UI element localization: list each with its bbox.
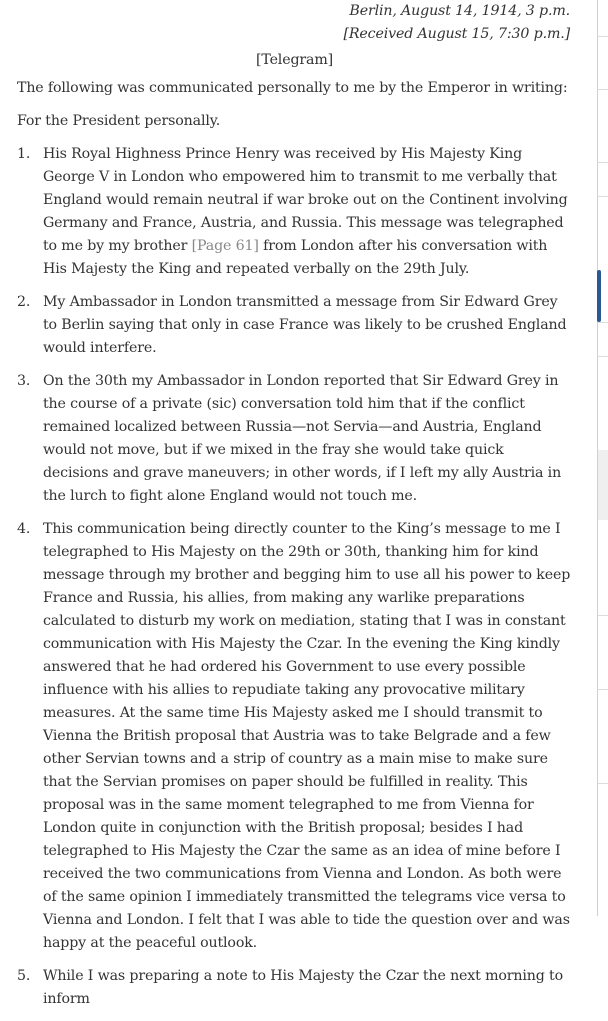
list-number: 3.: [17, 373, 31, 389]
rail-tick: [598, 162, 608, 163]
rail-tick: [598, 689, 608, 690]
list-item: [17, 518, 572, 955]
list-item: [17, 370, 572, 508]
list-number: 5.: [17, 968, 31, 984]
rail-tick: [598, 196, 608, 197]
document-body: [17, 0, 572, 1021]
list-text: His Royal Highness Prince Henry was received by His Majesty King George V in London who empowered him to transmit to me verbally that England would remain neutral if war broke out on the Continent involving Germany and France, Austria, and Russia. This message was telegraphed to me by my brother: [43, 146, 568, 254]
rail-tick: [598, 615, 608, 616]
list-item: [17, 291, 572, 360]
list-text: While I was preparing a note to His Majesty the Czar the next morning to inform: [43, 968, 563, 1007]
intro-paragraph: For the President personally.: [17, 113, 221, 129]
rail-section-highlight: [598, 450, 608, 520]
page-reference[interactable]: [Page 61]: [191, 238, 259, 254]
list-item: [17, 143, 572, 281]
list-text: from London after his conversation with His Majesty the King and repeated verbally on the 29th July.: [43, 238, 548, 277]
rail-tick: [598, 89, 608, 90]
document-type: [Telegram]: [255, 52, 334, 68]
rail-tick: [598, 322, 608, 323]
document-header: [17, 0, 570, 46]
rail-tick: [598, 783, 608, 784]
scroll-position-indicator[interactable]: [597, 270, 601, 322]
list-number: 4.: [17, 521, 31, 537]
intro-paragraph: The following was communicated personally to me by the Emperor in writing:: [17, 80, 568, 96]
list-number: 2.: [17, 294, 31, 310]
list-text: My Ambassador in London transmitted a message from Sir Edward Grey to Berlin saying that only in case France was likely to be crushed England would interfere.: [43, 294, 567, 356]
rail-tick: [598, 36, 608, 37]
dateline: Berlin, August 14, 1914, 3 p.m.: [349, 3, 570, 19]
list-text: This communication being directly counter to the King’s message to me I telegraphed to His Majesty on the 29th or 30th, thanking him for kind message through my brother and begging him to use all his power to keep France and Russia, his allies, from making any warlike preparations calculated to disturb my work on mediation, stating that I was in constant communication with His Majesty the Czar. In the evening the King kindly answered that he had ordered his Government to use every possible influence with his allies to repudiate taking any provocative military measures. At the same time His Majesty asked me I should transmit to Vienna the British proposal that Austria was to take Belgrade and a few other Servian towns and a strip of country as a main mise to make sure that the Servian promises on paper should be fulfilled in reality. This proposal was in the same moment telegraphed to me from Vienna for London quite in conjunction with the British proposal; besides I had telegraphed to His Majesty the Czar the same as an idea of mine before I received the two communications from Vienna and London. As both were of the same opinion I immediately transmitted the telegrams vice versa to Vienna and London. I felt that I was able to tide the question over and was happy at the peaceful outlook.: [43, 521, 571, 951]
numbered-list: [17, 143, 572, 1011]
list-item: [17, 965, 572, 1011]
list-number: 1.: [17, 146, 31, 162]
rail-tick: [598, 356, 608, 357]
received-note: [Received August 15, 7:30 p.m.]: [343, 26, 570, 42]
list-text: On the 30th my Ambassador in London reported that Sir Edward Grey in the course of a private (sic) conversation told him that if the conflict remained localized between Russia—not Servia—and Austria, England would not move, but if we mixed in the fray she would take quick decisions and grave maneuvers; in other words, if I left my ally Austria in the lurch to fight alone England would not touch me.: [43, 373, 562, 504]
